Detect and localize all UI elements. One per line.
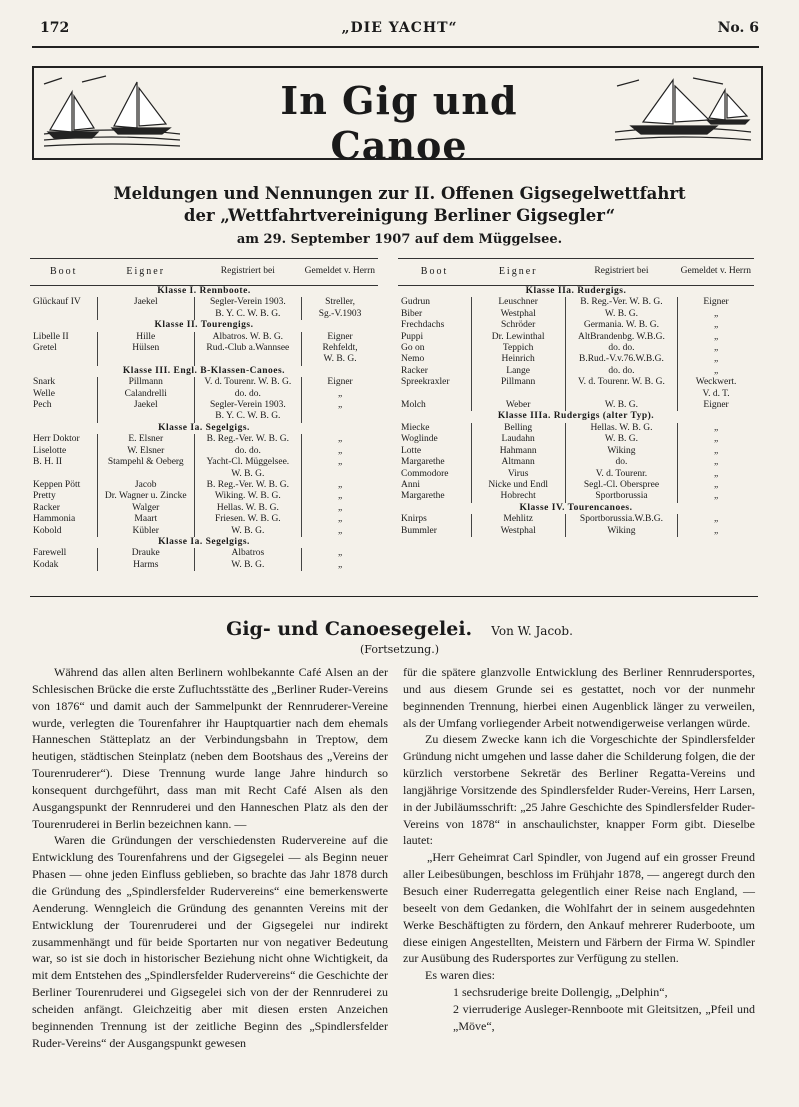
cell-eigner: E. Elsner W. Elsner xyxy=(97,434,194,457)
cell-eigner: Leuschner Westphal Schröder Dr. Lewinthal Teppich Heinrich Lange xyxy=(471,297,565,377)
klasse-heading xyxy=(398,411,754,422)
headline-line1: Meldungen und Nennungen zur II. Offenen Gigsegelwettfahrt xyxy=(113,184,686,203)
cell-gem: „ „ xyxy=(678,514,754,537)
cell-gem: „ „ xyxy=(302,434,378,457)
cell-eigner: Jaekel xyxy=(97,400,194,423)
article-paragraph: 1 sechsruderige breite Dollengig, „Delphin“, xyxy=(453,985,668,1000)
article-paragraph: „Herr Geheimrat Carl Spindler, von Jugend auf ein grosser Freund aller Leibesübungen, beschloss im Frühjahr 1878, — angeregt durch den Besuch einer Ruderregatta gelegentlich einer Reise nach England, — beseelt von dem Gedanken, die Wohlfahrt der in seinem ausgedehnten Werke Beschäftigten zu fördern, den Ankauf mehrerer Ruderboote, um diese einigen Angestellten, Meistern und Färbern der Firma W. Spindler zur Ausübung des Rudersportes zur Verfügung zu stellen. xyxy=(403,850,755,966)
cell-eigner: Jacob Dr. Wagner u. Zincke Walger Maart Kübler xyxy=(97,480,194,537)
cell-eigner: Mehlitz Westphal xyxy=(471,514,565,537)
klasse-heading xyxy=(30,320,378,331)
article-paragraph: Waren die Gründungen der verschiedensten Rudervereine auf die Entwicklung des Tourenfahrens und der Gigsegelei — als Beginn neuer Phasen — ohne jeden Einfluss geblieben, so brachte das Jahr 1878 durch die Gründung des „Spindlersfelder Rudervereins“ eine bemerkenswerte Aenderung. Wenngleich die Gründung des genannten Vereins mit der Entwicklung der Tourenruderei und der Gigsegelei nur indirekt zusammenhängt und für beide Sportarten nur von negativer Bedeutung war, so ist sie doch in historischer Beziehung nicht ohne Wichtigkeit, da mit dem Entstehen des „Spindlersfelder Rudervereins“ die Geschichte der Berliner Tourenruderei und Gigsegelei sich von der der Rennruderei zu scheiden anfängt. Gleichzeitig aber mit diesen ersten Anzeichen beginnenden Trennung ist der zeitliche Beginn des „Spindlersfelder Ruder-Vereins“ der Ausgangspunkt gewesen xyxy=(32,833,388,1050)
article-paragraph: 2 vierruderige Ausleger-Rennboote mit Gleitsitzen, „Pfeil und „Möve“, xyxy=(453,1001,755,1033)
cell-gem: Eigner xyxy=(678,400,754,411)
page-number: 172 xyxy=(40,20,70,36)
cell-eigner: Stampehl & Oeberg xyxy=(97,457,194,480)
cell-reg: V. d. Tourenr. W. B. G. do. do. xyxy=(194,377,302,400)
col-boot: Boot xyxy=(30,259,97,286)
cell-boot: Miecke Woglinde Lotte Margarethe Commodore Anni Margarethe xyxy=(401,422,449,502)
cell-eigner: Weber xyxy=(471,400,565,411)
table-row xyxy=(398,400,754,411)
article-continuation: (Fortsetzung.) xyxy=(360,643,439,656)
klasse-heading xyxy=(30,366,378,377)
article-heading xyxy=(0,618,799,640)
headline-line2: der „Wettfahrtvereinigung Berliner Gigsegler“ xyxy=(183,206,616,225)
cell-gem: Streller, Sg.-V.1903 xyxy=(302,297,378,320)
cell-gem: Weckwert. V. d. T. xyxy=(678,377,754,400)
cell-gem: „ „ „ „ „ xyxy=(302,480,378,537)
cell-boot: B. H. II xyxy=(33,457,63,468)
headline-line3: am 29. September 1907 auf dem Müggelsee. xyxy=(236,232,563,247)
cell-reg: Albatros. W. B. G. Rud.-Club a.Wannsee xyxy=(194,332,302,366)
cell-reg: V. d. Tourenr. W. B. G. xyxy=(565,377,677,400)
cell-gem: Eigner „ „ „ „ „ „ xyxy=(678,297,754,377)
header-rule xyxy=(32,46,759,48)
table-row xyxy=(30,457,378,480)
left-entries-table xyxy=(30,258,378,571)
klasse-heading xyxy=(398,286,754,298)
cell-boot: Spreekraxler xyxy=(401,377,450,388)
klasse-label: Klasse I. Rennboote. xyxy=(157,286,251,296)
cell-boot: Libelle II Gretel xyxy=(33,331,69,354)
article-author: Von W. Jacob. xyxy=(491,624,573,638)
cell-boot: Herr Doktor Liselotte xyxy=(33,434,80,456)
cell-eigner: Belling Laudahn Hahmann Altmann Virus Nicke und Endl Hobrecht xyxy=(471,423,565,503)
cell-gem: „ „ xyxy=(302,548,378,571)
klasse-label: Klasse III. Engl. B-Klassen-Canoes. xyxy=(122,365,286,376)
table-row xyxy=(30,400,378,423)
article-right-column xyxy=(403,664,755,1035)
cell-reg: B. Reg.-Ver. W. B. G. do. do. xyxy=(194,434,302,457)
table-row xyxy=(398,423,754,503)
article-paragraph: Während das allen alten Berlinern wohlbekannte Café Alsen an der Schlesischen Brücke die erste Zufluchtsstätte des „Berliner Ruder-Vereins von 1876“ und damit auch der Sammelpunkt der Rennruderer-Vereine wurde, verlegten die Tourenfahrer ihr Hauptquartier nach dem ehemals Hanneschen Stätteplatz an der Verbindungsbahn in Treptow, dem heutigen, städtischen Steinplatz (neben dem Bootshaus des „Vereins der Tourenruderer“). Diese Trennung wurde lange Jahre hindurch so konsequent durchgeführt, dass man mit Recht Café Alsen als den Ausgangspunkt der Rennruderei und den Hanneschen Platz als den der Tourenruderei in Berlin bezeichnen kann. — xyxy=(32,665,388,831)
cell-boot: Pech xyxy=(33,400,52,411)
journal-title: „DIE YACHT“ xyxy=(341,20,458,36)
cell-gem: „ xyxy=(302,457,378,480)
table-row xyxy=(30,548,378,571)
table-row xyxy=(30,297,378,320)
cell-eigner: Hille Hülsen xyxy=(97,332,194,366)
table-row xyxy=(30,332,378,366)
article-paragraph: Es waren dies: xyxy=(425,968,495,983)
klasse-label: Klasse IV. Tourencanoes. xyxy=(519,502,633,513)
table-row xyxy=(398,377,754,400)
cell-boot: Gudrun Biber Frechdachs Puppi Go on Nemo Racker xyxy=(401,297,445,376)
table-row xyxy=(30,480,378,537)
cell-boot: Snark Welle xyxy=(33,377,56,399)
article-title: Gig- und Canoesegelei. xyxy=(226,618,473,640)
cell-reg: Hellas. W. B. G. W. B. G. Wiking do. V. d. Tourenr. Segl.-Cl. Oberspree Sportborussia xyxy=(565,423,677,503)
banner-title: In Gig und Canoe xyxy=(280,78,518,168)
article-paragraph: Zu diesem Zwecke kann ich die Vorgeschichte der Spindlersfelder Gründung nicht umgehen und lasse daher die Schilderung folgen, die der kürzlich verstorbene Sekretär des Berliner Regatta-Vereins und langjährige Vorsitzende des Spindlersfelder Ruder-Vereins, Herr Larsen, in der Jubiläumsschrift: „25 Jahre Geschichte des Spindlersfelder Ruder-Vereins von 1878“ in anschaulichster, knapper Form gibt. Dieselbe lautet: xyxy=(403,732,755,848)
klasse-heading xyxy=(30,537,378,548)
klasse-heading xyxy=(30,423,378,434)
cell-boot: Knirps Bummler xyxy=(401,514,437,536)
col-gemeldet: Gemeldet v. Herrn xyxy=(302,259,378,286)
cell-eigner: Pillmann Calandrelli xyxy=(97,377,194,400)
klasse-label: Klasse IIa. Rudergigs. xyxy=(525,286,627,296)
klasse-label: Klasse IIIa. Rudergigs (alter Typ). xyxy=(497,411,655,422)
tables-bottom-rule xyxy=(30,596,758,597)
right-entries-table xyxy=(398,258,754,537)
sailboats-right-icon xyxy=(613,74,753,150)
cell-reg: B. Reg.-Ver. W. B. G. W. B. G. Germania. W. B. G. AltBrandenbg. W.B.G. do. do. B.Rud.-V.v.76.W.B.G. do. do. xyxy=(565,297,677,377)
cell-reg: Segler-Verein 1903. B. Y. C. W. B. G. xyxy=(194,400,302,423)
col-eigner: Eigner xyxy=(97,259,194,286)
col-eigner: Eigner xyxy=(471,259,565,286)
col-boot: Boot xyxy=(398,259,471,286)
cell-reg: Yacht-Cl. Müggelsee. W. B. G. xyxy=(194,457,302,480)
cell-eigner: Pillmann xyxy=(471,377,565,400)
klasse-label: Klasse II. Tourengigs. xyxy=(154,320,254,331)
klasse-heading xyxy=(398,503,754,514)
cell-eigner: Drauke Harms xyxy=(97,548,194,571)
cell-boot: Molch xyxy=(401,400,426,411)
sailboats-left-icon xyxy=(42,74,182,150)
table-row xyxy=(30,377,378,400)
table-row xyxy=(30,434,378,457)
col-registriert: Registriert bei xyxy=(565,259,677,286)
table-row xyxy=(398,514,754,537)
cell-boot: Keppen Pött Pretty Racker Hammonia Kobold xyxy=(33,479,81,536)
issue-number: No. 6 xyxy=(717,20,759,36)
cell-reg: Sportborussia.W.B.G. Wiking xyxy=(565,514,677,537)
cell-boot: Glückauf IV xyxy=(33,297,81,308)
col-gemeldet: Gemeldet v. Herrn xyxy=(678,259,754,286)
cell-gem: Eigner „ xyxy=(302,377,378,400)
col-registriert: Registriert bei xyxy=(194,259,302,286)
cell-gem: „ xyxy=(302,400,378,423)
cell-eigner: Jaekel xyxy=(97,297,194,320)
section-banner xyxy=(32,66,763,168)
cell-gem: „ „ „ „ „ „ „ xyxy=(678,423,754,503)
klasse-heading xyxy=(30,286,378,298)
klasse-label: Klasse Ia. Segelgigs. xyxy=(158,536,250,547)
cell-reg: W. B. G. xyxy=(565,400,677,411)
cell-gem: Eigner Rehfeldt, W. B. G. xyxy=(302,332,378,366)
article-paragraph: für die spätere glanzvolle Entwicklung des Berliner Rennrudersportes, und aus diesem Grunde sei es gestattet, noch vor der nunmehr beginnenden Trennung, hierbei einen Augenblick länger zu verweilen, als der Umfang vorliegender Arbeit notwendigerweise verlangen würde. xyxy=(403,665,755,730)
cell-reg: B. Reg.-Ver. W. B. G. Wiking. W. B. G. Hellas. W. B. G. Friesen. W. B. G. W. B. G. xyxy=(194,480,302,537)
article-left-column xyxy=(32,664,388,1051)
table-row xyxy=(398,297,754,377)
cell-reg: Segler-Verein 1903. B. Y. C. W. B. G. xyxy=(194,297,302,320)
cell-reg: Albatros W. B. G. xyxy=(194,548,302,571)
klasse-label: Klasse Ia. Segelgigs. xyxy=(158,422,250,433)
cell-boot: Farewell Kodak xyxy=(33,548,67,570)
